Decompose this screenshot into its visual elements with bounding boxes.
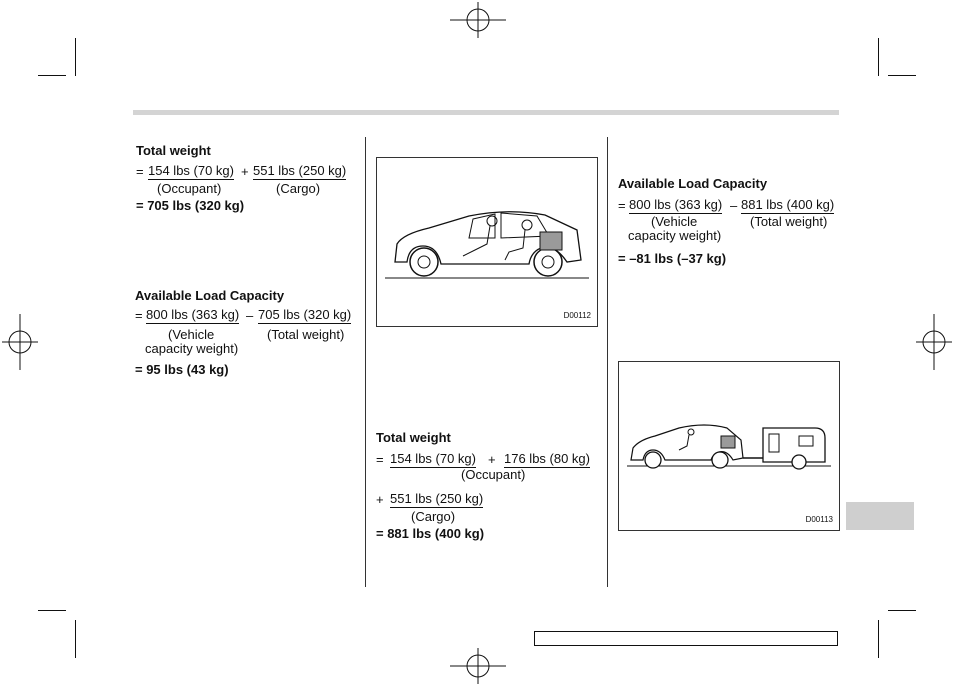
col1-avail-result: = 95 lbs (43 kg) — [135, 362, 229, 377]
col1-total-weight-heading: Total weight — [136, 143, 211, 158]
car-side-illustration — [377, 158, 597, 326]
section-tab — [846, 502, 914, 530]
col3-avail-result: = –81 lbs (–37 kg) — [618, 251, 727, 266]
column-divider-2 — [607, 137, 608, 587]
col3-avail-label-total: (Total weight) — [750, 214, 828, 229]
col3-avail-term-total: 881 lbs (400 kg) — [741, 197, 835, 212]
col2-label-cargo: (Cargo) — [411, 509, 456, 524]
col1-available-heading: Available Load Capacity — [135, 288, 285, 303]
col1-avail-label-vehicle: (Vehicle — [168, 327, 215, 342]
figure-code: D00112 — [563, 311, 591, 320]
header-bar — [133, 110, 839, 115]
col1-avail-minus: – — [246, 308, 254, 323]
col1-eq: = — [136, 164, 144, 179]
col2-term-driver: 154 lbs (70 kg) — [390, 451, 476, 466]
col1-term-cargo: 551 lbs (250 kg) — [253, 163, 347, 178]
column-divider-1 — [365, 137, 366, 587]
registration-mark-top — [450, 2, 506, 38]
col1-avail-label-total: (Total weight) — [267, 327, 345, 342]
col3-avail-label-capacity: capacity weight) — [628, 228, 722, 243]
col2-plus1: + — [488, 452, 496, 467]
col1-label-cargo: (Cargo) — [276, 181, 321, 196]
figure-code: D00113 — [805, 515, 833, 524]
col3-avail-eq: = — [618, 198, 626, 213]
col2-eq: = — [376, 452, 384, 467]
col1-total-result: = 705 lbs (320 kg) — [136, 198, 245, 213]
col3-avail-minus: – — [730, 198, 738, 213]
col2-plus2: + — [376, 492, 384, 507]
col2-label-occupant: (Occupant) — [461, 467, 526, 482]
car-occupants-figure — [376, 157, 598, 327]
col1-plus: + — [241, 164, 249, 179]
col1-term-occupant: 154 lbs (70 kg) — [148, 163, 234, 178]
col2-term-cargo: 551 lbs (250 kg) — [390, 491, 484, 506]
col1-label-occupant: (Occupant) — [157, 181, 222, 196]
footer-box — [534, 631, 838, 646]
col3-avail-term-capacity: 800 lbs (363 kg) — [629, 197, 723, 212]
registration-mark-right — [916, 314, 952, 370]
car-trailer-illustration — [619, 362, 839, 530]
col2-term-passenger: 176 lbs (80 kg) — [504, 451, 590, 466]
registration-mark-left — [2, 314, 38, 370]
col1-avail-term-capacity: 800 lbs (363 kg) — [146, 307, 240, 322]
col2-total-weight-heading: Total weight — [376, 430, 451, 445]
col1-avail-label-capacity: capacity weight) — [145, 341, 239, 356]
col3-avail-label-vehicle: (Vehicle — [651, 214, 698, 229]
car-trailer-figure — [618, 361, 840, 531]
col1-avail-term-total: 705 lbs (320 kg) — [258, 307, 352, 322]
col3-available-heading: Available Load Capacity — [618, 176, 768, 191]
col1-avail-eq: = — [135, 308, 143, 323]
registration-mark-bottom — [450, 648, 506, 684]
col2-total-result: = 881 lbs (400 kg) — [376, 526, 485, 541]
